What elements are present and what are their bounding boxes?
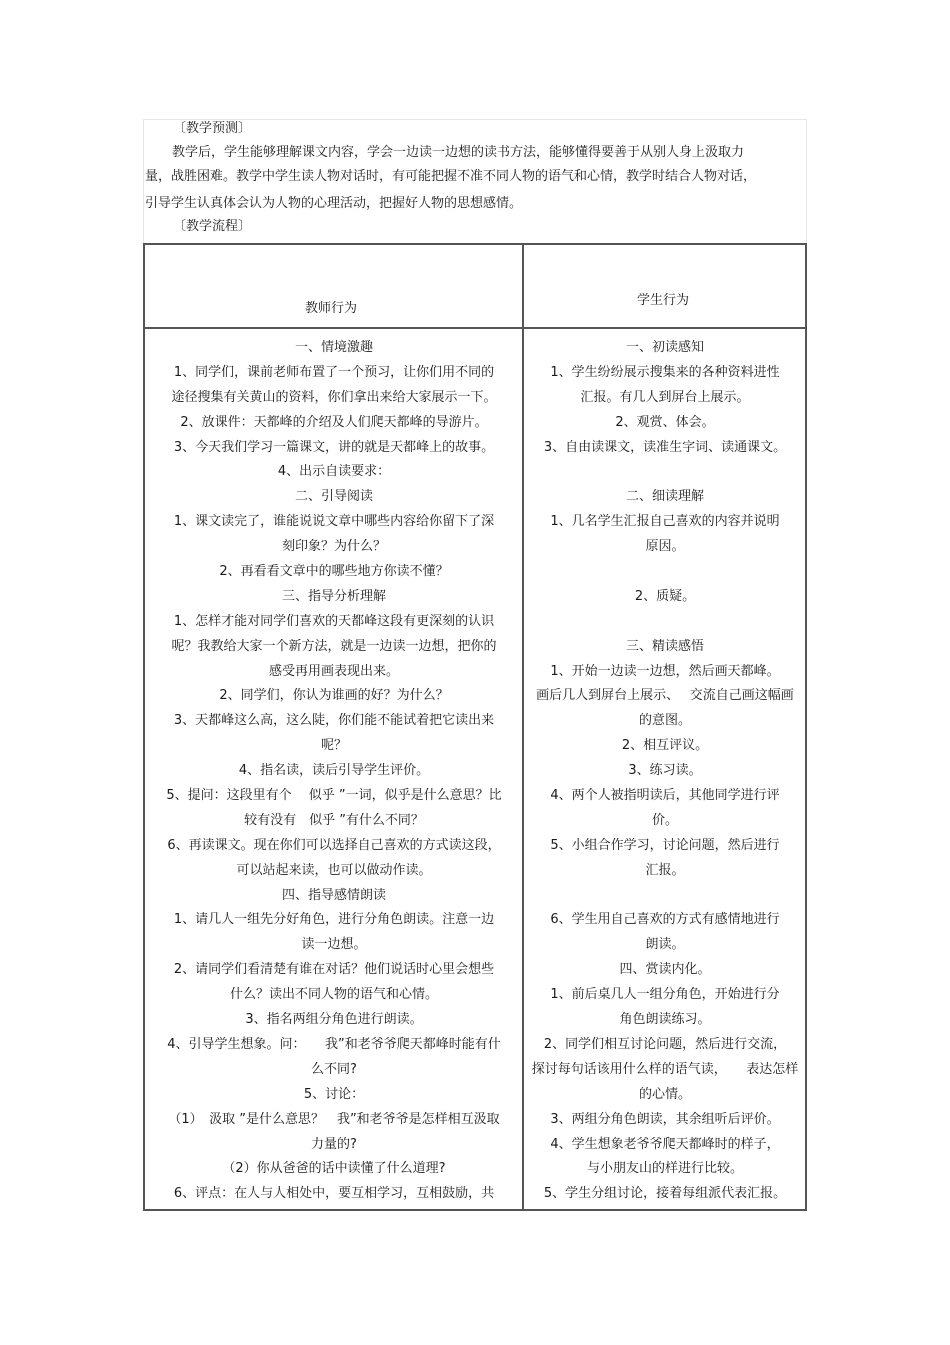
teacher-line: 2、请同学们看清楚有谁在对话？他们说话时心里会想些 xyxy=(173,962,495,978)
student-line: 三、精读感悟 xyxy=(625,638,704,654)
teacher-line: 刻印象？为什么？ xyxy=(281,539,386,555)
student-line: 角色朗读练习。 xyxy=(619,1012,711,1028)
student-line: 二、细读理解 xyxy=(625,489,704,505)
student-line: 汇报。有几人到屏台上展示。 xyxy=(580,389,750,405)
student-line: 一、初读感知 xyxy=(625,340,704,355)
teacher-line: 1、请几人一组先分好角色，进行分角色朗读。注意一边 xyxy=(173,912,495,928)
teacher-line: 读一边想。 xyxy=(301,937,367,953)
student-line: 4、学生想象老爷爷爬天都峰时的样子， xyxy=(550,1136,780,1152)
teacher-line: 三、指导分析理解 xyxy=(281,588,386,604)
student-line xyxy=(529,460,801,485)
teacher-line: 呢？我教给大家一个新方法，就是一边读一边想，把你的 xyxy=(171,638,497,654)
teacher-line: 2、同学们，你认为谁画的好？为什么？ xyxy=(219,688,449,704)
teacher-line: 3、指名两组分角色进行朗读。 xyxy=(245,1012,423,1028)
teacher-column xyxy=(151,336,517,1207)
header-divider xyxy=(145,327,805,329)
student-line xyxy=(529,884,801,909)
header-teacher-behavior: 教师行为 xyxy=(305,301,358,316)
lesson-flow-table xyxy=(143,243,807,1211)
teacher-line: 1、同学们，课前老师布置了一个预习，让你们用不同的 xyxy=(173,364,495,380)
student-line: 汇报。 xyxy=(645,862,685,878)
teacher-line: 5、提问：这段里有个 似乎 ”一词，似乎是什么意思？比 xyxy=(166,788,502,804)
teacher-line: 什么？读出不同人物的语气和心情。 xyxy=(229,987,438,1003)
teacher-line: 1、怎样才能对同学们喜欢的天都峰这段有更深刻的认识 xyxy=(173,613,495,629)
student-line: 6、学生用自己喜欢的方式有感情地进行 xyxy=(550,912,780,928)
column-divider xyxy=(522,245,524,1209)
heading-teaching-prediction: 〔教学预测〕 xyxy=(173,121,252,136)
student-line: 2、相互评议。 xyxy=(621,738,709,754)
paragraph-line-1: 教学后，学生能够理解课文内容，学会一边读一边想的读书方法，能够懂得要善于从别人身上汲取力 xyxy=(172,145,745,160)
teacher-line: 2、放课件：天都峰的介绍及人们爬天都峰的导游片。 xyxy=(180,414,488,430)
teacher-line: 二、引导阅读 xyxy=(294,489,373,505)
teacher-line: （2）你从爸爸的话中读懂了什么道理? xyxy=(222,1161,446,1177)
teacher-line: 6、再读课文。现在你们可以选择自己喜欢的方式读这段， xyxy=(167,837,501,853)
student-line: 1、开始一边读一边想，然后画天都峰。 xyxy=(550,663,780,679)
teacher-line: 一、情境激趣 xyxy=(294,340,373,355)
teacher-line: 3、今天我们学习一篇课文，讲的就是天都峰上的故事。 xyxy=(173,439,495,455)
teacher-line: 4、出示自读要求： xyxy=(277,464,391,480)
student-line xyxy=(529,610,801,635)
teacher-line: 感受再用画表现出来。 xyxy=(268,663,399,679)
teacher-line: 3、天都峰这么高，这么陡，你们能不能试着把它读出来 xyxy=(173,713,495,729)
teacher-line: （1） 汲取 ”是什么意思？ 我”和老爷爷是怎样相互汲取 xyxy=(168,1111,500,1127)
student-line: 5、小组合作学习，讨论问题，然后进行 xyxy=(550,837,780,853)
student-line: 的心情。 xyxy=(638,1086,691,1102)
teacher-line: 途径搜集有关黄山的资料，你们拿出来给大家展示一下。 xyxy=(171,389,497,405)
teacher-line: 力量的? xyxy=(311,1136,357,1152)
student-line: 价。 xyxy=(651,812,678,828)
student-line: 3、练习读。 xyxy=(628,763,702,779)
teacher-line: 5、讨论： xyxy=(303,1086,365,1102)
student-line: 4、两个人被指明读后，其他同学进行评 xyxy=(550,788,780,804)
student-line: 3、自由读课文，读准生字词、读通课文。 xyxy=(543,439,787,455)
student-line: 探讨每句话该用什么样的语气读， 表达怎样 xyxy=(531,1061,799,1077)
teacher-line: 4、引导学生想象。问： 我”和老爷爷爬天都峰时能有什 xyxy=(167,1036,501,1052)
teacher-line: 么不同? xyxy=(311,1061,357,1077)
paragraph-line-2: 量，战胜困难。教学中学生读人物对话时，有可能把握不准不同人物的语气和心情，教学时结合人物对话， xyxy=(145,169,757,184)
header-student-behavior: 学生行为 xyxy=(637,293,690,308)
student-line: 3、两组分角色朗读，其余组听后评价。 xyxy=(550,1111,780,1127)
teacher-line: 6、评点：在人与人相处中，要互相学习，互相鼓励，共 xyxy=(173,1186,495,1202)
student-line: 2、质疑。 xyxy=(634,588,696,604)
student-line: 原因。 xyxy=(645,539,685,555)
teacher-line: 可以站起来读，也可以做动作读。 xyxy=(236,862,432,878)
student-line: 1、前后桌几人一组分角色，开始进行分 xyxy=(550,987,780,1003)
teacher-line: 1、课文读完了，谁能说说文章中哪些内容给你留下了深 xyxy=(173,514,495,530)
student-line: 四、赏读内化。 xyxy=(619,962,711,978)
teacher-line: 较有没有 似乎 ”有什么不同？ xyxy=(244,812,424,828)
teacher-line: 呢？ xyxy=(320,738,347,754)
student-line: 朗读。 xyxy=(645,937,685,953)
student-line: 2、观赏、体会。 xyxy=(615,414,715,430)
student-line: 2、同学们相互讨论问题，然后进行交流， xyxy=(543,1036,787,1052)
teacher-line: 4、指名读，读后引导学生评价。 xyxy=(238,763,430,779)
student-line: 1、学生纷纷展示搜集来的各种资料进性 xyxy=(550,364,780,380)
student-line: 画后几人到屏台上展示、 交流自己画这幅画 xyxy=(536,688,794,704)
student-line xyxy=(529,560,801,585)
paragraph-line-3: 引导学生认真体会认为人物的心理活动，把握好人物的思想感情。 xyxy=(145,196,523,211)
teacher-line: 2、再看看文章中的哪些地方你读不懂？ xyxy=(219,564,449,580)
teacher-line: 四、指导感情朗读 xyxy=(281,887,386,903)
student-column xyxy=(529,336,801,1207)
student-line: 1、几名学生汇报自己喜欢的内容并说明 xyxy=(550,514,780,530)
student-line: 5、学生分组讨论，接着每组派代表汇报。 xyxy=(543,1186,787,1202)
heading-teaching-flow: 〔教学流程〕 xyxy=(173,219,252,234)
student-line: 与小朋友山的样进行比较。 xyxy=(586,1161,743,1177)
student-line: 的意图。 xyxy=(638,713,691,729)
